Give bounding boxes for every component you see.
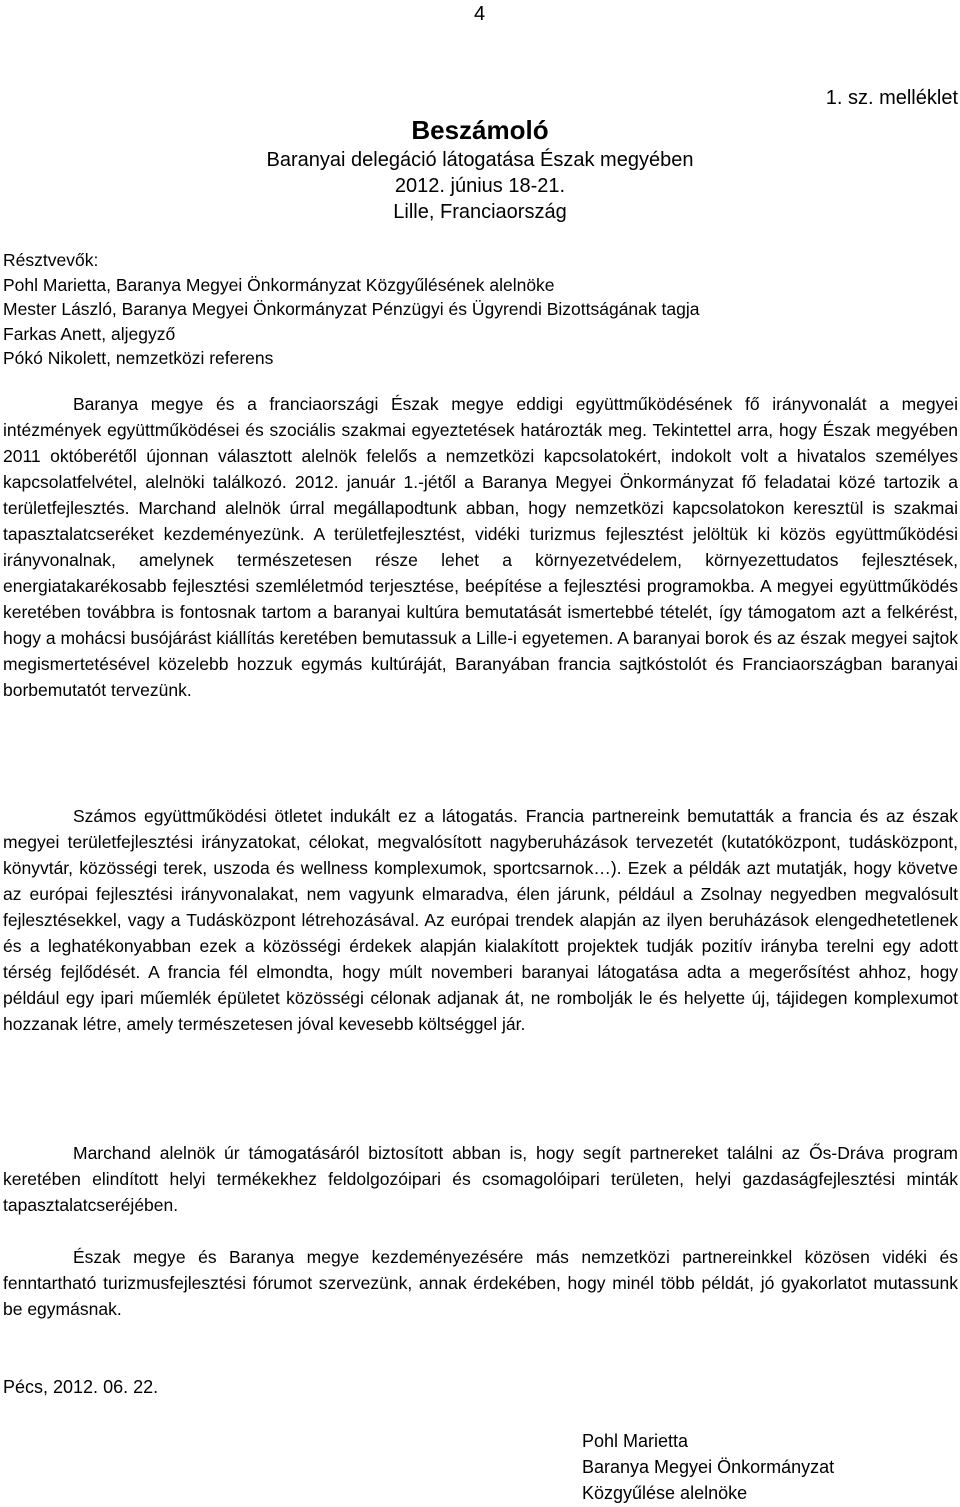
- visit-date: 2012. június 18-21.: [394, 175, 566, 197]
- participant-item: Mester László, Baranya Megyei Önkormányzat Pénzügyi és Ügyrendi Bizottságának tagja: [3, 299, 700, 319]
- paragraph-text: Marchand alelnök úr támogatásáról biztosított abban is, hogy segít partnereket találni az Ős-Dráva program keretében elindított helyi termékekhez feldolgozóipari és csomagolóipari területen, helyi gazdaságfejlesztési minták tapasztalatcseréjében.: [3, 1143, 958, 1215]
- signatory-organization: Baranya Megyei Önkormányzat: [582, 1457, 835, 1477]
- page-number: 4: [474, 3, 486, 25]
- paragraph-text: Észak megye és Baranya megye kezdeményezésére más nemzetközi partnereinkkel közösen vidéki és fenntartható turizmusfejlesztési fórumot szervezünk, annak érdekében, hogy minél több példát, jó gyakorlatot mutassunk be egymásnak.: [3, 1247, 958, 1319]
- visit-location: Lille, Franciaország: [393, 201, 567, 223]
- participants-section: [3, 248, 943, 371]
- participant-item: Pókó Nikolett, nemzetközi referens: [3, 348, 274, 368]
- signature-block: [582, 1428, 834, 1506]
- paragraph-text: Számos együttműködési ötletet indukált ez a látogatás. Francia partnereink bemutatták a francia és az észak megyei területfejlesztési irányzatokat, célokat, megvalósított nagyberuházások tervezetét (kutatóközpont, tudásközpont, könyvtár, közösségi terek, uszoda és wellness komplexumok, sportcsarnok…). Ezek a példák azt mutatják, hogy követve az európai fejlesztési irányvonalakat, nem vagyunk elmaradva, élen járunk, például a Zsolnay negyedben megvalósult fejlesztésekkel, vagy a Tudásközpont létrehozásával. Az európai trendek alapján az ilyen beruházások elengedhetetlenek és a leghatékonyabban ezek a közösségi érdekek alapján kialakított projektek tudják pozitív irányba terelni egy adott térség fejlődését. A francia fél elmondta, hogy múlt novemberi baranyai látogatása adta a megerősítést ahhoz, hogy például egy ipari műemlék épületet közösségi célonak adjanak át, ne rombolják le és helyette új, tájidegen komplexumot hozzanak létre, amely természetesen jóval kevesebb költséggel jár.: [3, 806, 958, 1034]
- annex-label: 1. sz. melléklet: [825, 87, 958, 109]
- place-and-date: Pécs, 2012. 06. 22.: [3, 1377, 159, 1397]
- body-paragraph-1: [3, 391, 958, 703]
- document-header: [235, 113, 725, 225]
- participants-heading: Résztvevők:: [3, 250, 99, 270]
- signatory-name: Pohl Marietta: [582, 1431, 689, 1451]
- signatory-role: Közgyűlése alelnöke: [582, 1483, 748, 1503]
- document-title: Beszámoló: [411, 115, 549, 145]
- document-subtitle: Baranyai delegáció látogatása Észak megyében: [266, 149, 694, 171]
- paragraph-text: Baranya megye és a franciaországi Észak megye eddigi együttműködésének fő irányvonalát a megyei intézmények együttműködései és szociális szakmai egyeztetések határozták meg. Tekintettel arra, hogy Észak megyében 2011 októberétől újonnan választott alelnök felelős a nemzetközi kapcsolatokért, indokolt volt a hivatalos személyes kapcsolatfelvétel, alelnöki találkozó. 2012. január 1.-jétől a Baranya Megyei Önkormányzat fő feladatai közé tartozik a területfejlesztés. Marchand alelnök úrral megállapodtunk abban, hogy nemzetközi kapcsolatokon keresztül is szakmai tapasztalatcseréket kezdeményezünk. A területfejlesztést, vidéki turizmus fejlesztést jelöltük ki közös együttműködési irányvonalnak, amelynek természetesen része lehet a környezetvédelem, környezettudatos fejlesztések, energiatakarékosabb fejlesztési szemléletmód terjesztése, beépítése a fejlesztési programokba. A megyei együttműködés keretében továbbra is fontosnak tartom a baranyai kultúra bemutatását ismertebbé tételét, így támogatom azt a felkérést, hogy a mohácsi busójárást kiállítás keretében bemutassuk a Lille-i egyetemen. A baranyai borok és az észak megyei sajtok megismertetésével közelebb hozzuk egymás kultúráját, Baranyában francia sajtkóstolót és Franciaországban baranyai borbemutatót tervezünk.: [3, 394, 958, 700]
- participant-item: Pohl Marietta, Baranya Megyei Önkormányzat Közgyűlésének alelnöke: [3, 274, 555, 295]
- body-paragraph-2: [3, 803, 958, 1037]
- body-paragraph-4: [3, 1244, 958, 1322]
- participant-item: Farkas Anett, aljegyző: [3, 323, 176, 344]
- body-paragraph-3: [3, 1140, 958, 1218]
